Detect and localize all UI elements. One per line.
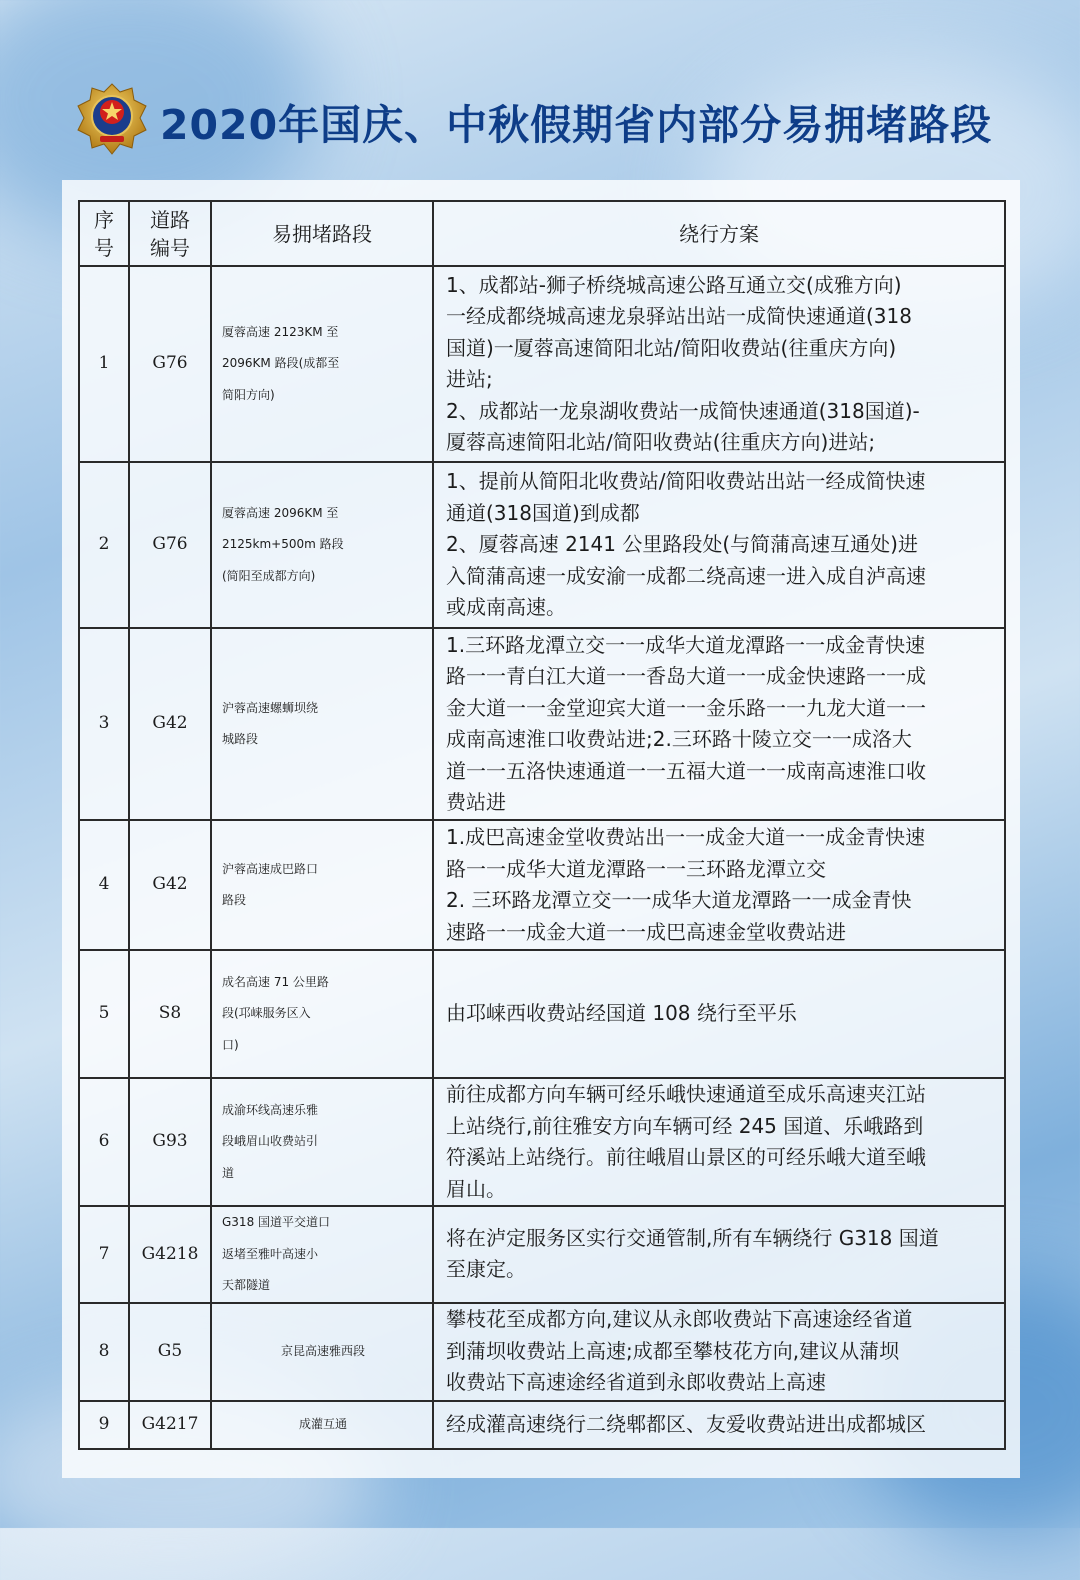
- header-section: 易拥堵路段: [211, 201, 433, 266]
- plan-line: 路一一成华大道龙潭路一一三环路龙潭立交: [446, 856, 826, 881]
- cell-section: [211, 1206, 433, 1303]
- cell-detour-plan: [433, 1078, 1005, 1206]
- section-line: 沪蓉高速螺蛳坝绕: [222, 700, 319, 715]
- section-line: 成灌互通: [298, 1416, 347, 1431]
- cell-no: 4: [79, 820, 129, 950]
- header-code-line: 编号: [150, 235, 190, 260]
- plan-line: 前往成都方向车辆可经乐峨快速通道至成乐高速夹江站: [446, 1082, 926, 1106]
- section-line: 厦蓉高速 2123KM 至: [222, 324, 339, 339]
- plan-line: 2、厦蓉高速 2141 公里路段处(与简蒲高速互通处)进: [446, 532, 918, 557]
- plan-line: 国道)一厦蓉高速简阳北站/简阳收费站(往重庆方向): [446, 335, 897, 360]
- table-row: [79, 628, 1005, 820]
- plan-line: 金大道一一金堂迎宾大道一一金乐路一一九龙大道一一: [446, 695, 926, 720]
- table-row: [79, 1401, 1005, 1449]
- section-line: 成渝环线高速乐雅: [222, 1102, 319, 1117]
- header-no-line: 序: [94, 207, 114, 232]
- cell-detour-plan: [433, 628, 1005, 820]
- page-title: 2020年国庆、中秋假期省内部分易拥堵路段: [160, 101, 993, 149]
- table-row: [79, 820, 1005, 950]
- cell-detour-plan: [433, 820, 1005, 950]
- plan-line: 经成灌高速绕行二绕郫都区、友爱收费站进出成都城区: [446, 1411, 926, 1436]
- section-line: 2096KM 路段(成都至: [222, 356, 340, 371]
- section-line: 段峨眉山收费站引: [222, 1134, 319, 1149]
- police-emblem-icon: [74, 82, 150, 158]
- plan-line: 进站;: [446, 367, 493, 391]
- cell-road-code: G93: [129, 1078, 211, 1206]
- page-header: [72, 78, 1032, 168]
- cell-road-code: G76: [129, 462, 211, 628]
- cell-section: [211, 1401, 433, 1449]
- cell-section: [211, 1078, 433, 1206]
- plan-line: 1、成都站-狮子桥绕城高速公路互通立交(成雅方向): [446, 272, 902, 297]
- cell-road-code: G4217: [129, 1401, 211, 1449]
- cell-road-code: G4218: [129, 1206, 211, 1303]
- section-line: 成名高速 71 公里路: [222, 974, 329, 989]
- plan-line: 1.成巴高速金堂收费站出一一成金大道一一成金青快速: [446, 825, 926, 849]
- section-line: 段(邛崃服务区入: [222, 1006, 311, 1021]
- section-line: 厦蓉高速 2096KM 至: [222, 505, 339, 520]
- cell-no: 5: [79, 950, 129, 1078]
- plan-line: 一经成都绕城高速龙泉驿站出站一成简快速通道(318: [446, 304, 912, 328]
- table-row: [79, 1206, 1005, 1303]
- cell-section: [211, 462, 433, 628]
- section-line: 路段: [222, 893, 247, 907]
- header-road-code: [129, 201, 211, 266]
- cell-road-code: G5: [129, 1303, 211, 1401]
- table-row: [79, 950, 1005, 1078]
- plan-line: 厦蓉高速简阳北站/简阳收费站(往重庆方向)进站;: [446, 430, 876, 454]
- header-no-line: 号: [94, 235, 114, 260]
- cell-detour-plan: [433, 266, 1005, 462]
- cell-no: 3: [79, 628, 129, 820]
- cell-section: [211, 950, 433, 1078]
- table-row: [79, 462, 1005, 628]
- cell-section: [211, 628, 433, 820]
- plan-line: 通道(318国道)到成都: [446, 500, 640, 525]
- section-line: G318 国道平交道口: [222, 1215, 331, 1229]
- plan-line: 路一一青白江大道一一香岛大道一一成金快速路一一成: [446, 664, 926, 688]
- plan-line: 入简蒲高速一成安渝一成都二绕高速一进入成自泸高速: [446, 563, 926, 588]
- section-line: 简阳方向): [222, 387, 275, 402]
- plan-line: 道一一五洛快速通道一一五福大道一一成南高速淮口收: [446, 758, 926, 783]
- table-row: [79, 1303, 1005, 1401]
- section-line: 京昆高速雅西段: [280, 1343, 365, 1358]
- section-line: 天都隧道: [222, 1278, 271, 1292]
- cell-road-code: G42: [129, 820, 211, 950]
- plan-line: 或成南高速。: [446, 595, 566, 620]
- cell-section: [211, 266, 433, 462]
- section-line: 口): [222, 1037, 239, 1052]
- cell-no: 9: [79, 1401, 129, 1449]
- plan-line: 攀枝花至成都方向,建议从永郎收费站下高速途经省道: [446, 1307, 913, 1332]
- section-line: 沪蓉高速成巴路口: [222, 861, 319, 876]
- plan-line: 到蒲坝收费站上高速;成都至攀枝花方向,建议从蒲坝: [446, 1338, 900, 1363]
- cell-section: [211, 820, 433, 950]
- section-line: 2125km+500m 路段: [222, 537, 344, 552]
- cell-no: 2: [79, 462, 129, 628]
- plan-line: 收费站下高速途经省道到永郎收费站上高速: [446, 1370, 826, 1395]
- header-no: [79, 201, 129, 266]
- table-row: [79, 1078, 1005, 1206]
- section-line: 城路段: [222, 732, 259, 746]
- cell-detour-plan: [433, 1206, 1005, 1303]
- section-line: 道: [222, 1165, 235, 1180]
- cell-road-code: G76: [129, 266, 211, 462]
- plan-line: 成南高速淮口收费站进;2.三环路十陵立交一一成洛大: [446, 727, 912, 751]
- plan-line: 2、成都站一龙泉湖收费站一成简快速通道(318国道)-: [446, 398, 920, 423]
- header-detour-plan: 绕行方案: [433, 201, 1005, 266]
- cell-no: 8: [79, 1303, 129, 1401]
- cell-detour-plan: [433, 1303, 1005, 1401]
- header-code-line: 道路: [150, 207, 190, 232]
- cell-no: 6: [79, 1078, 129, 1206]
- plan-line: 至康定。: [446, 1257, 526, 1282]
- plan-line: 符溪站上站绕行。前往峨眉山景区的可经乐峨大道至峨: [446, 1145, 926, 1169]
- cell-detour-plan: [433, 950, 1005, 1078]
- cell-road-code: S8: [129, 950, 211, 1078]
- cell-detour-plan: [433, 462, 1005, 628]
- cell-road-code: G42: [129, 628, 211, 820]
- plan-line: 上站绕行,前往雅安方向车辆可经 245 国道、乐峨路到: [446, 1113, 924, 1138]
- plan-line: 1.三环路龙潭立交一一成华大道龙潭路一一成金青快速: [446, 632, 926, 657]
- cell-no: 1: [79, 266, 129, 462]
- cell-section: [211, 1303, 433, 1401]
- table-row: [79, 266, 1005, 462]
- section-line: 返堵至雅叶高速小: [222, 1246, 319, 1261]
- table-header-row: [79, 201, 1005, 266]
- plan-line: 2. 三环路龙潭立交一一成华大道龙潭路一一成金青快: [446, 888, 912, 912]
- plan-line: 费站进: [446, 790, 506, 814]
- section-line: (简阳至成都方向): [222, 568, 316, 583]
- plan-line: 速路一一成金大道一一成巴高速金堂收费站进: [446, 919, 846, 944]
- plan-line: 眉山。: [446, 1176, 506, 1201]
- plan-line: 由邛崃西收费站经国道 108 绕行至平乐: [446, 1001, 797, 1026]
- congestion-routes-table: [78, 200, 1006, 1450]
- plan-line: 1、提前从简阳北收费站/简阳收费站出站一经成简快速: [446, 469, 926, 494]
- cell-detour-plan: [433, 1401, 1005, 1449]
- cell-no: 7: [79, 1206, 129, 1303]
- plan-line: 将在泸定服务区实行交通管制,所有车辆绕行 G318 国道: [446, 1225, 939, 1250]
